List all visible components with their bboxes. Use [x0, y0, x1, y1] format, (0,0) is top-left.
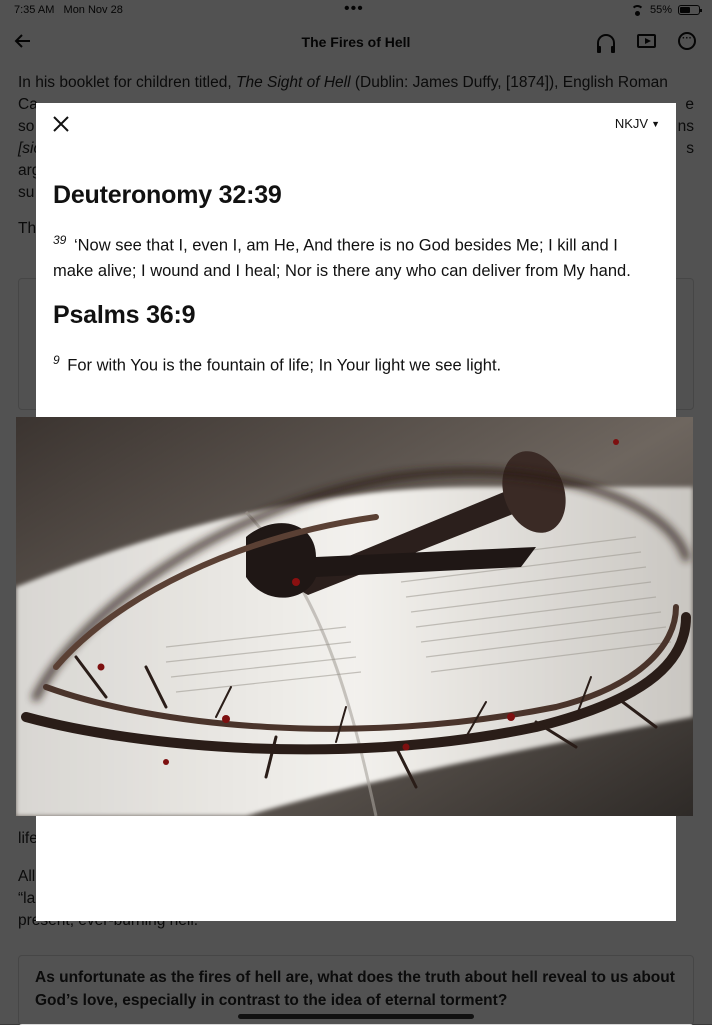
- verse-text: $^9$ For with You is the fountain of life; In Your light we see light.: [53, 353, 502, 375]
- caret-down-icon: ▼: [651, 118, 660, 129]
- passage-2: [53, 301, 656, 379]
- passage-reference: Deuteronomy 32:39: [53, 181, 282, 209]
- verse-text: $^{39}$ ‘Now see that I, even I, am He, And there is no God besides Me; I kill and I make alive; I wound and I heal; Nor is there any who can deliver from My hand.: [53, 233, 631, 280]
- passage-reference: Psalms 36:9: [53, 301, 196, 329]
- version-label: NKJV: [614, 116, 649, 131]
- passage-1: [53, 181, 656, 284]
- crown-of-thorns-photo: [16, 417, 693, 816]
- home-indicator: [238, 1014, 474, 1019]
- close-icon[interactable]: [50, 113, 72, 135]
- version-selector[interactable]: [615, 116, 660, 131]
